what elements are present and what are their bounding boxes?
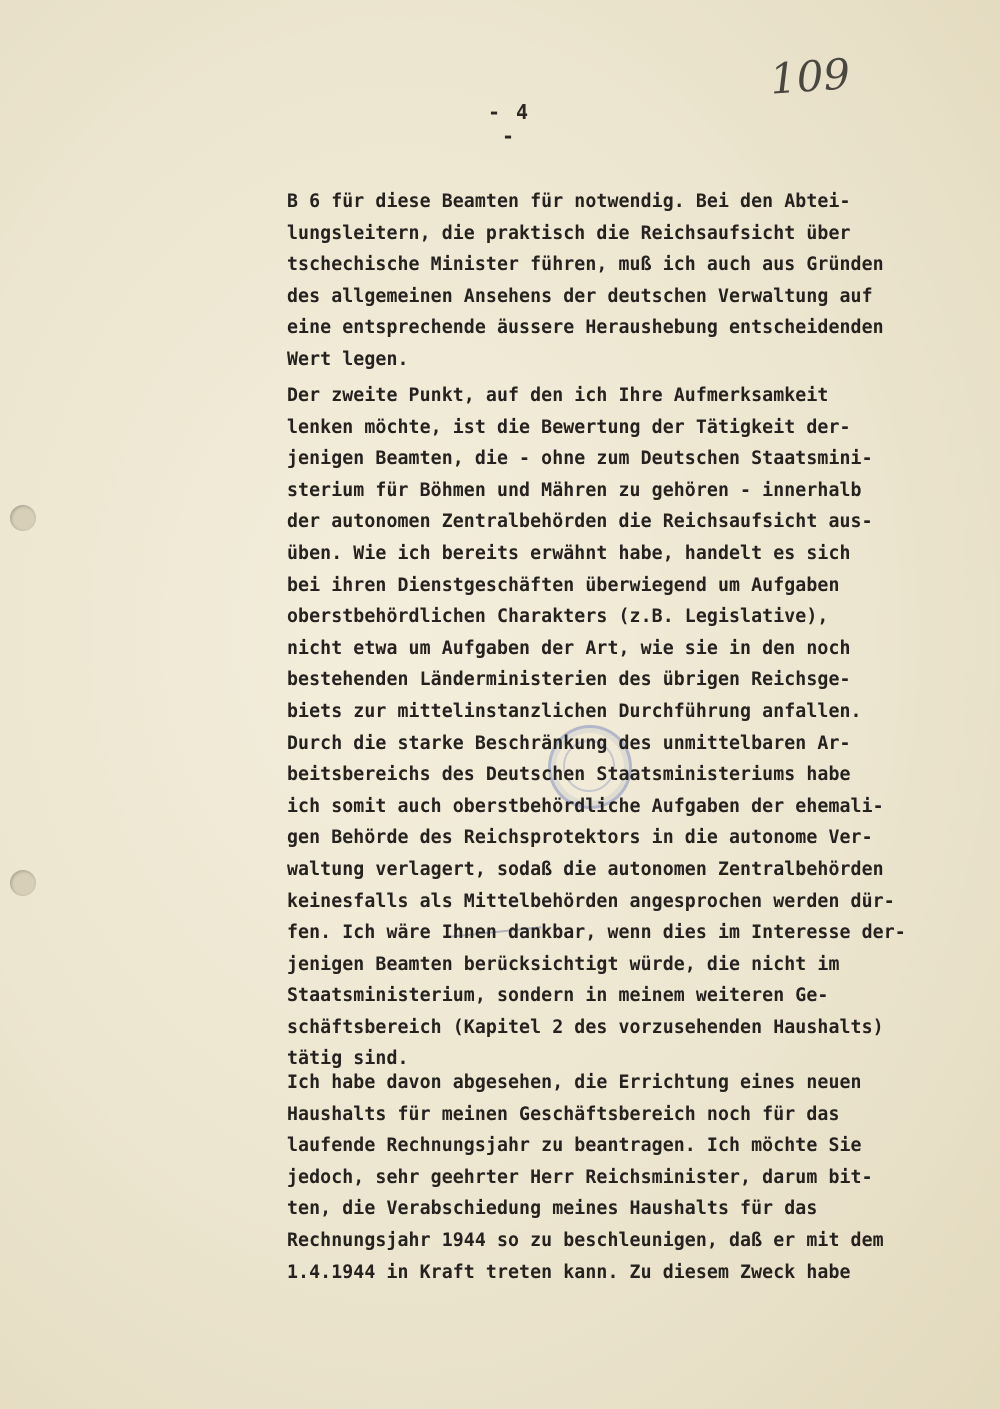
text-line: lungsleitern, die praktisch die Reichsaufsicht über <box>287 222 851 244</box>
text-line: lenken möchte, ist die Bewertung der Tätigkeit der- <box>287 416 851 438</box>
text-line: waltung verlagert, sodaß die autonomen Zentralbehörden <box>287 858 884 880</box>
text-line: 1.4.1944 in Kraft treten kann. Zu diesem Zweck habe <box>287 1261 851 1283</box>
text-line: schäftsbereich (Kapitel 2 des vorzusehenden Haushalts) <box>287 1016 884 1038</box>
text-line: nicht etwa um Aufgaben der Art, wie sie in den noch <box>287 637 851 659</box>
text-line: jenigen Beamten, die - ohne zum Deutschen Staatsmini- <box>287 448 873 470</box>
text-line: bestehenden Länderministerien des übrigen Reichsge- <box>287 669 851 691</box>
handwritten-folio-number: 109 <box>768 49 852 104</box>
text-line: tschechische Minister führen, muß ich auch aus Gründen <box>287 254 884 276</box>
text-line: bei ihren Dienstgeschäften überwiegend um Aufgaben <box>287 574 840 596</box>
text-line: Haushalts für meinen Geschäftsbereich noch für das <box>287 1103 840 1125</box>
text-line: fen. Ich wäre Ihnen dankbar, wenn dies im Interesse der- <box>287 922 906 944</box>
text-line: der autonomen Zentralbehörden die Reichsaufsicht aus- <box>287 511 873 533</box>
text-line: Staatsministerium, sondern in meinem weiteren Ge- <box>287 985 829 1007</box>
text-line: keinesfalls als Mittelbehörden angesprochen werden dür- <box>287 890 895 912</box>
text-line: des allgemeinen Ansehens der deutschen Verwaltung auf <box>287 285 873 307</box>
text-line: ten, die Verabschiedung meines Haushalts für das <box>287 1198 818 1220</box>
text-line: laufende Rechnungsjahr zu beantragen. Ich möchte Sie <box>287 1135 862 1157</box>
paragraph <box>287 1067 884 1288</box>
text-line: Wert legen. <box>287 348 409 370</box>
paragraph <box>287 186 884 376</box>
text-line: eine entsprechende äussere Heraushebung entscheidenden <box>287 317 884 339</box>
punch-hole <box>10 870 36 896</box>
text-line: beitsbereichs des Deutschen Staatsministeriums habe <box>287 764 851 786</box>
text-line: üben. Wie ich bereits erwähnt habe, handelt es sich <box>287 542 851 564</box>
text-line: gen Behörde des Reichsprotektors in die autonome Ver- <box>287 827 873 849</box>
text-line: Rechnungsjahr 1944 so zu beschleunigen, daß er mit dem <box>287 1229 884 1251</box>
text-line: sterium für Böhmen und Mähren zu gehören - innerhalb <box>287 479 862 501</box>
text-line: jedoch, sehr geehrter Herr Reichsminister, darum bit- <box>287 1166 873 1188</box>
text-line: tätig sind. <box>287 1048 409 1070</box>
text-line: B 6 für diese Beamten für notwendig. Bei den Abtei- <box>287 191 851 212</box>
text-line: Durch die starke Beschränkung des unmittelbaren Ar- <box>287 732 851 754</box>
text-line: Ich habe davon abgesehen, die Errichtung eines neuen <box>287 1072 862 1093</box>
paragraph <box>287 380 906 1075</box>
page-number: - 4 - <box>487 100 531 148</box>
text-line: biets zur mittelinstanzlichen Durchführung anfallen. <box>287 700 862 722</box>
punch-hole <box>10 505 36 531</box>
text-line: oberstbehördlichen Charakters (z.B. Legislative), <box>287 606 829 628</box>
text-line: jenigen Beamten berücksichtigt würde, die nicht im <box>287 953 840 975</box>
text-line: ich somit auch oberstbehördliche Aufgaben der ehemali- <box>287 795 884 817</box>
text-line: Der zweite Punkt, auf den ich Ihre Aufmerksamkeit <box>287 385 829 406</box>
